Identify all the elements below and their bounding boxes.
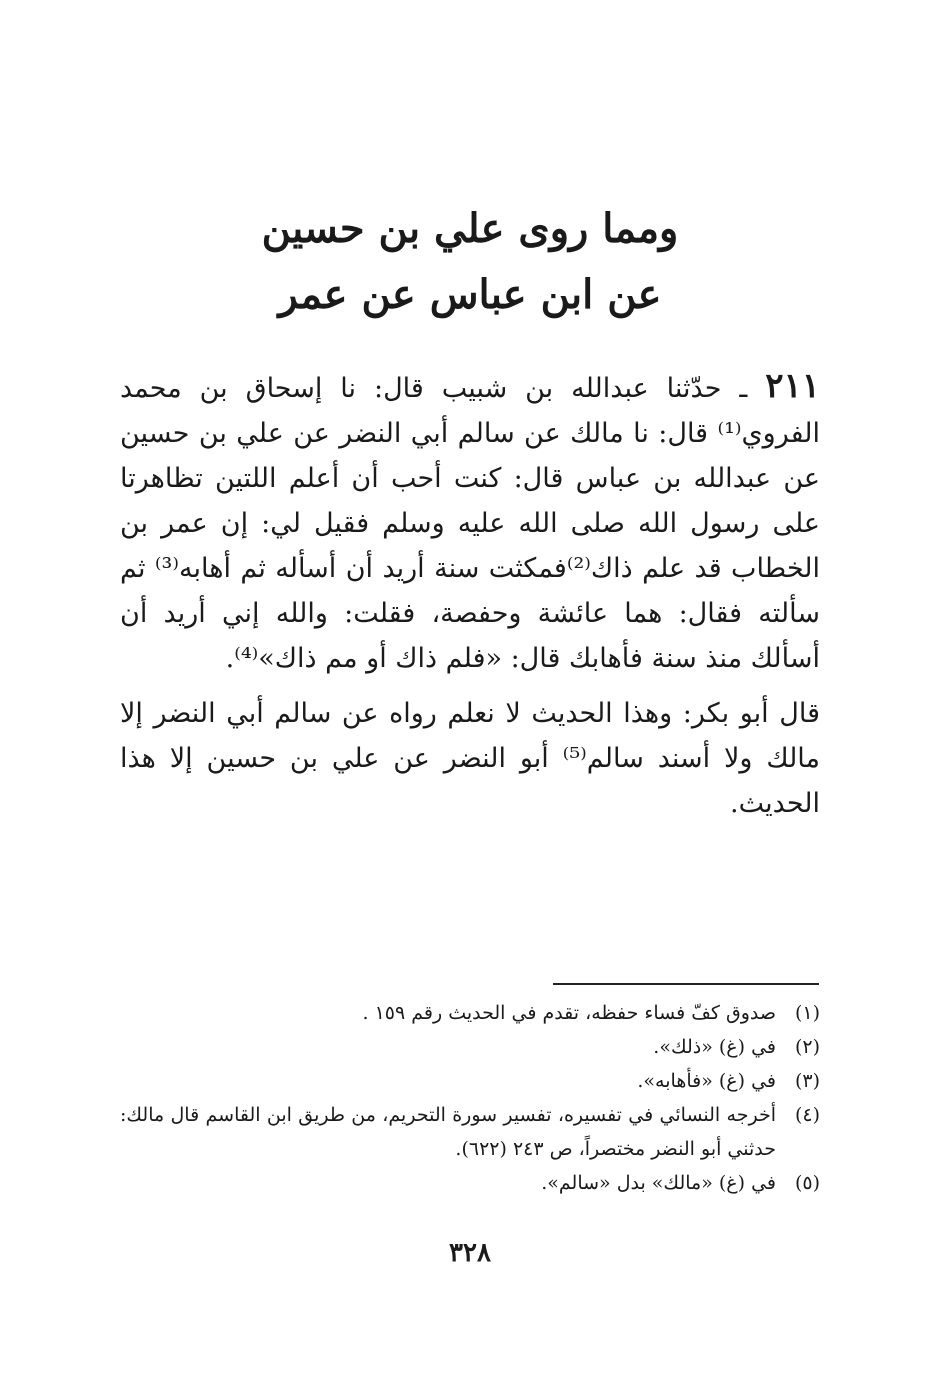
footnote-separator xyxy=(553,983,819,985)
footnote-number: (١) xyxy=(794,1002,820,1024)
footnote-number: (٥) xyxy=(794,1172,820,1194)
heading-line-1: ومما روى علي بن حسين xyxy=(261,205,679,252)
heading-line-2: عن ابن عباس عن عمر xyxy=(278,271,662,318)
hadith-number: ٢١١ xyxy=(765,366,820,406)
hadith-text: ـ حدّثنا عبدالله بن شبيب قال: نا إسحاق بن محمد الفروي⁽¹⁾ قال: نا مالك عن سالم أبي النضر عن علي بن حسين عن عبدالله بن عباس قال: كنت أحب أن أعلم اللتين تظاهرتا على رسول الله صلى الله عليه وسلم فقيل لي: إن عمر بن الخطاب قد علم ذاك⁽²⁾فمكثت سنة أريد أن أسأله ثم أهابه⁽³⁾ ثم سألته فقال: هما عائشة وحفصة، فقلت: والله إني أريد أن أسألك منذ سنة فأهابك قال: «فلم ذاك أو مم ذاك»⁽⁴⁾. xyxy=(120,373,820,674)
section-heading xyxy=(120,196,820,328)
hadith-paragraph-1 xyxy=(120,364,820,681)
footnote xyxy=(120,1166,820,1200)
footnote-text: في (غ) «مالك» بدل «سالم». xyxy=(541,1172,776,1194)
footnote-text: أخرجه النسائي في تفسيره، تفسير سورة التحريم، من طريق ابن القاسم قال مالك: حدثني أبو النضر مختصراً، ص ٢٤٣ (٦٢٢). xyxy=(120,1104,776,1160)
page-number: ٣٢٨ xyxy=(449,1238,491,1268)
footnotes xyxy=(120,996,820,1200)
footnote-text: في (غ) «ذلك». xyxy=(653,1036,776,1058)
footnote xyxy=(120,1064,820,1098)
footnote xyxy=(120,1098,820,1166)
hadith-body xyxy=(120,364,820,826)
footnote-text: صدوق كفّ فساء حفظه، تقدم في الحديث رقم ١٥٩ . xyxy=(362,1002,776,1024)
footnote-number: (٣) xyxy=(794,1070,820,1092)
footnote xyxy=(120,1030,820,1064)
footnote-number: (٢) xyxy=(794,1036,820,1058)
footnote-number: (٤) xyxy=(794,1104,820,1126)
footnote-text: في (غ) «فأهابه». xyxy=(637,1070,776,1092)
hadith-paragraph-2: قال أبو بكر: وهذا الحديث لا نعلم رواه عن سالم أبي النضر إلا مالك ولا أسند سالم⁽⁵⁾ أبو النضر عن علي بن حسين إلا هذا الحديث. xyxy=(120,698,820,819)
footnote xyxy=(120,996,820,1030)
